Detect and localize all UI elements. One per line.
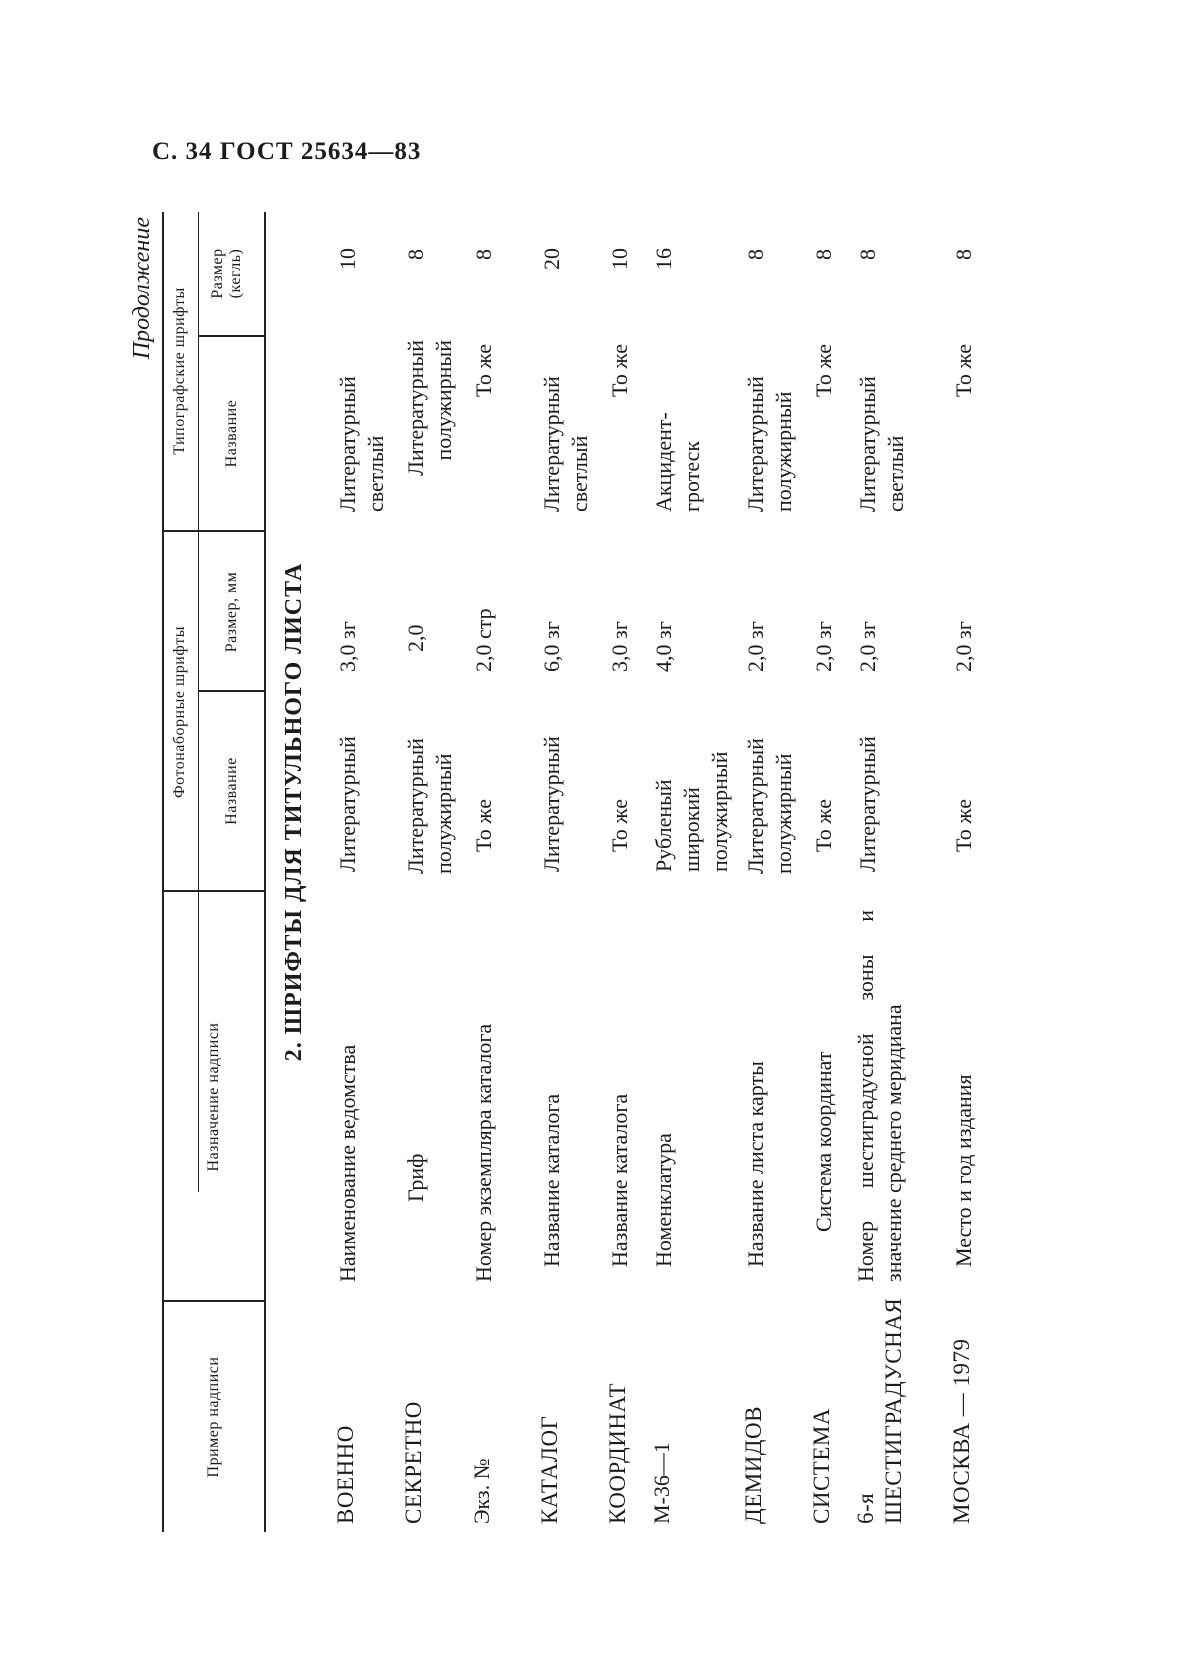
row-7-purpose: Система координат — [811, 1051, 836, 1232]
row-0-photo-size: 3,0 зг — [335, 621, 360, 672]
row-2-typo-name: То же — [471, 344, 496, 397]
col-divider-2 — [162, 890, 264, 892]
section-title: 2. ШРИФТЫ ДЛЯ ТИТУЛЬНОГО ЛИСТА — [281, 562, 307, 1062]
row-6-photo-name: Литературный полужирный — [743, 738, 796, 874]
row-7-photo-name: То же — [811, 799, 836, 852]
row-3-typo-name: Литературный светлый — [539, 376, 592, 512]
row-4-photo-name: То же — [607, 799, 632, 852]
row-2-example: Экз. № — [469, 1458, 494, 1524]
row-9-photo-size: 2,0 зг — [951, 621, 976, 672]
header-typo-size-line2: (кегль) — [227, 248, 244, 299]
row-5-typo-size: 16 — [651, 248, 676, 270]
row-4-typo-size: 10 — [607, 248, 632, 270]
row-6-purpose: Название листа карты — [743, 1061, 768, 1267]
row-1-photo-size: 2,0 — [403, 624, 428, 652]
row-4-example: КООРДИНАТ — [605, 1382, 630, 1524]
row-3-photo-size: 6,0 зг — [539, 621, 564, 672]
table-top-rule — [162, 212, 164, 1532]
row-1-photo-name: Литературный полужирный — [403, 738, 456, 874]
header-photo-group: Фотонаборные шрифты — [171, 626, 188, 798]
header-photo-size: Размер, мм — [223, 571, 240, 653]
row-8-typo-name: Литературный светлый — [855, 376, 908, 512]
row-0-photo-name: Литературный — [335, 736, 360, 872]
row-1-example: СЕКРЕТНО — [401, 1401, 426, 1524]
rotated-table — [129, 212, 1102, 1532]
row-7-typo-name: То же — [811, 344, 836, 397]
row-5-purpose: Номенклатура — [651, 1133, 676, 1267]
row-8-example: 6-я ШЕСТИГРАДУСНАЯ — [853, 1297, 906, 1524]
row-3-photo-name: Литературный — [539, 736, 564, 872]
row-1-typo-name: Литературный полужирный — [403, 340, 456, 476]
row-0-purpose: Наименование ведомства — [335, 1044, 360, 1282]
row-5-photo-name: Рубленый широкий полужирный — [651, 751, 732, 872]
row-2-typo-size: 8 — [471, 249, 496, 260]
row-4-photo-size: 3,0 зг — [607, 621, 632, 672]
header-purpose: Назначение надписи — [205, 1022, 222, 1172]
row-3-typo-size: 20 — [539, 248, 564, 270]
row-6-typo-name: Литературный полужирный — [743, 376, 796, 512]
row-5-typo-name: Акцидент-гротеск — [651, 412, 704, 512]
row-3-example: КАТАЛОГ — [537, 1415, 562, 1524]
header-typo-name: Название — [223, 399, 240, 468]
header-typo-size-line1: Размер — [209, 248, 226, 299]
row-7-example: СИСТЕМА — [809, 1408, 834, 1524]
row-1-typo-size: 8 — [403, 249, 428, 260]
header-example: Пример надписи — [205, 1356, 222, 1478]
row-9-purpose: Место и год издания — [951, 1074, 976, 1267]
table-header-rule — [264, 212, 266, 1532]
row-6-photo-size: 2,0 зг — [743, 621, 768, 672]
row-8-photo-name: Литературный — [855, 736, 880, 872]
page-header: С. 34 ГОСТ 25634—83 — [152, 138, 422, 165]
row-7-photo-size: 2,0 зг — [811, 621, 836, 672]
row-4-typo-name: То же — [607, 344, 632, 397]
row-6-typo-size: 8 — [743, 249, 768, 260]
row-9-photo-name: То же — [951, 799, 976, 852]
row-9-example: МОСКВА — 1979 — [949, 1338, 974, 1524]
row-2-photo-size: 2,0 стр — [471, 608, 496, 672]
row-7-typo-size: 8 — [811, 249, 836, 260]
row-2-purpose: Номер экземпляра каталога — [471, 1023, 496, 1282]
col-divider-4 — [162, 530, 264, 532]
row-2-photo-name: То же — [471, 799, 496, 852]
row-5-photo-size: 4,0 зг — [651, 621, 676, 672]
header-typo-group: Типографские шрифты — [171, 287, 188, 455]
row-8-purpose: Номер шестиградусной зоны и значение среднего меридиана — [853, 910, 906, 1282]
row-0-typo-name: Литературный светлый — [335, 376, 388, 512]
row-4-purpose: Название каталога — [607, 1093, 632, 1267]
row-3-purpose: Название каталога — [539, 1093, 564, 1267]
row-0-typo-size: 10 — [335, 248, 360, 270]
row-6-example: ДЕМИДОВ — [741, 1406, 766, 1524]
row-8-photo-size: 2,0 зг — [855, 621, 880, 672]
row-9-typo-name: То же — [951, 344, 976, 397]
row-0-example: ВОЕННО — [333, 1425, 358, 1524]
row-9-typo-size: 8 — [951, 249, 976, 260]
typo-subheader-rule — [198, 212, 199, 602]
row-5-example: М-36—1 — [649, 1442, 674, 1524]
row-8-typo-size: 8 — [855, 249, 880, 260]
header-photo-name: Название — [223, 757, 240, 825]
continuation-label: Продолжение — [129, 217, 155, 360]
row-1-purpose: Гриф — [403, 1153, 428, 1202]
